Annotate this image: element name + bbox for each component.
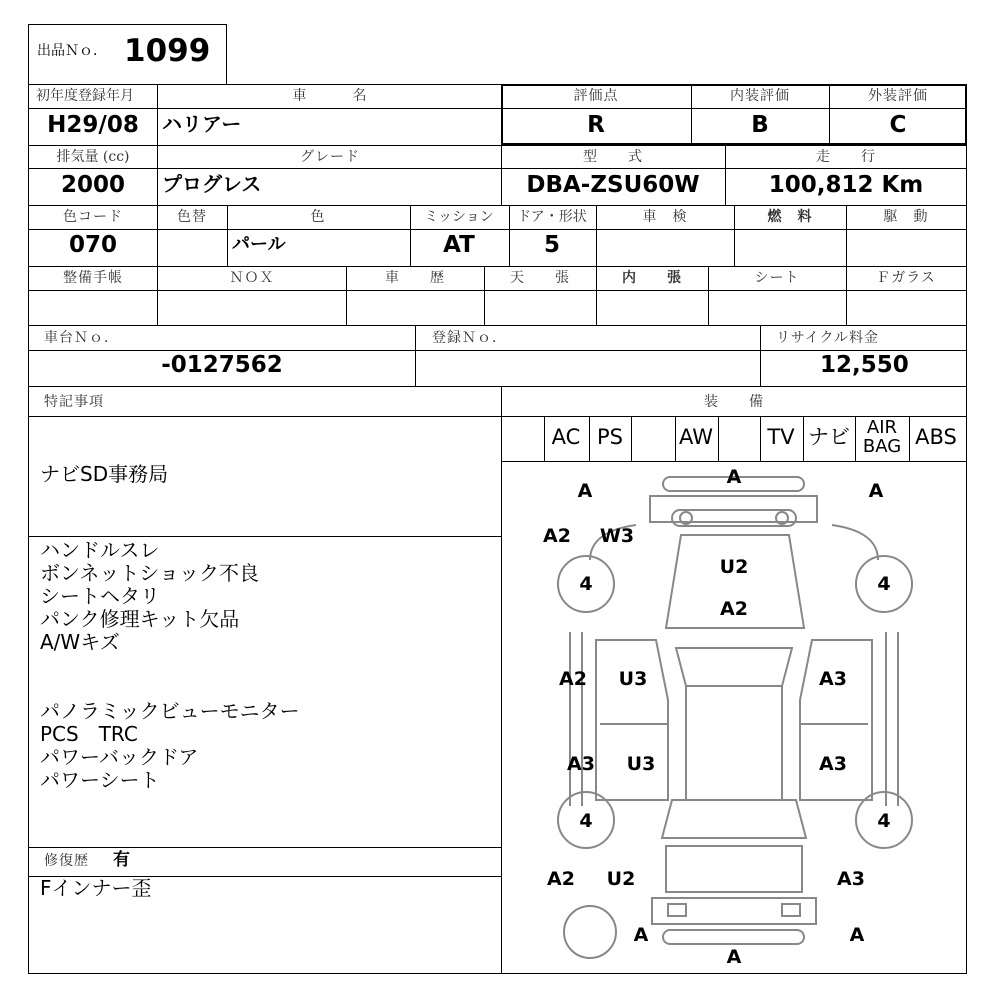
mission-label: ミッション — [424, 209, 494, 225]
equipment-airbag: AIR BAG — [862, 417, 902, 457]
nox-label: ＮＯＸ — [229, 270, 275, 286]
repair-label: 修復歴 — [44, 853, 89, 869]
seat-label: シート — [754, 270, 800, 286]
note-line: パノラミックビューモニター — [40, 699, 300, 723]
reg-year-label: 初年度登録年月 — [36, 88, 134, 104]
mark-tire-fl: 4 — [579, 573, 593, 595]
note-line: シートヘタリ — [40, 584, 160, 608]
repaint-label: 色替 — [177, 209, 207, 225]
registration-label: 登録Ｎｏ． — [432, 330, 507, 346]
repair-value: 有 — [113, 850, 130, 870]
equipment-aw: AW — [679, 425, 713, 449]
mark-door-fr-a: A3 — [819, 668, 847, 690]
sunroof-label: 天 張 — [510, 270, 570, 286]
color-code-value: 070 — [68, 232, 118, 258]
mark-front-right: A — [868, 480, 884, 502]
recycle-label: リサイクル料金 — [776, 330, 880, 346]
displacement-label: 排気量 (cc) — [56, 149, 130, 165]
mission-value: AT — [443, 232, 475, 258]
history-label: 車 歴 — [385, 270, 445, 286]
car-name-value: ハリアー — [162, 112, 242, 136]
mark-door-rl-a: A3 — [567, 753, 595, 775]
score-label: 評価点 — [573, 88, 619, 104]
mark-door-fl-a: A2 — [559, 668, 587, 690]
mark-hood-a: A2 — [720, 598, 748, 620]
chassis-label: 車台Ｎｏ． — [44, 330, 119, 346]
mark-rear-right-a: A3 — [837, 868, 865, 890]
door-label: ドア・形状 — [517, 209, 587, 225]
car-name-label: 車 名 — [292, 88, 368, 104]
model-label: 型 式 — [583, 149, 643, 165]
mark-tire-fr: 4 — [877, 573, 891, 595]
inspection-label: 車 検 — [642, 209, 688, 225]
interior-value: B — [751, 112, 769, 138]
recycle-value: 12,550 — [820, 352, 909, 378]
mark-door-fl-u: U3 — [618, 668, 648, 690]
score-value: R — [587, 112, 605, 138]
mark-door-rr-a: A3 — [819, 753, 847, 775]
interior-top-label: 内 張 — [622, 270, 682, 286]
mark-tire-rl: 4 — [579, 810, 593, 832]
note-line: パワーバックドア — [40, 745, 199, 769]
fuel-label: 燃 料 — [767, 209, 813, 225]
note-line: A/Wキズ — [40, 630, 120, 654]
equipment-tv: TV — [767, 425, 795, 449]
repair-detail: Fインナー歪 — [40, 876, 152, 900]
equipment-ac: AC — [551, 425, 581, 449]
mileage-label: 走 行 — [816, 149, 876, 165]
mark-fender-left-w: W3 — [599, 525, 635, 547]
mark-rear-left-u: U2 — [606, 868, 636, 890]
door-value: 5 — [543, 232, 561, 258]
color-value: パール — [232, 234, 286, 255]
mark-door-rl-u: U3 — [626, 753, 656, 775]
mark-rear-bottom: A — [726, 946, 742, 968]
note-line: PCS TRC — [40, 722, 138, 746]
mark-front-top: A — [726, 466, 742, 488]
exterior-value: C — [889, 112, 907, 138]
note-line: ハンドルスレ — [40, 538, 160, 562]
lot-label: 出品Ｎｏ． — [37, 43, 107, 59]
maintenance-label: 整備手帳 — [63, 270, 123, 286]
mark-rear-left-a: A2 — [547, 868, 575, 890]
color-label: 色 — [310, 209, 326, 225]
mark-fender-left-a: A2 — [543, 525, 571, 547]
model-value: DBA-ZSU60W — [526, 172, 700, 198]
notes-label: 特記事項 — [44, 394, 104, 410]
note-line: パンク修理キット欠品 — [40, 607, 240, 631]
note-line: パワーシート — [40, 768, 160, 792]
mileage-value: 100,812 Km — [768, 172, 924, 198]
mark-rear-bl: A — [633, 924, 649, 946]
mark-front-left: A — [577, 480, 593, 502]
mark-rear-br: A — [849, 924, 865, 946]
displacement-value: 2000 — [60, 172, 126, 198]
mark-hood-u: U2 — [719, 556, 749, 578]
equipment-abs: ABS — [915, 425, 957, 449]
drive-label: 駆 動 — [883, 209, 929, 225]
note-line: ボンネットショック不良 — [40, 561, 259, 585]
fglass-label: Ｆガラス — [876, 270, 936, 286]
lot-number: 1099 — [124, 33, 211, 69]
notes-top: ナビSD事務局 — [40, 462, 169, 486]
mark-tire-rr: 4 — [877, 810, 891, 832]
color-code-label: 色コード — [63, 209, 123, 225]
equipment-navi: ナビ — [808, 425, 850, 449]
interior-label: 内装評価 — [730, 88, 790, 104]
equipment-label: 装 備 — [704, 394, 764, 410]
equipment-ps: PS — [597, 425, 623, 449]
grade-value: プログレス — [162, 172, 262, 196]
chassis-value: -0127562 — [161, 352, 283, 378]
reg-year-value: H29/08 — [47, 112, 139, 138]
grade-label: グレード — [300, 149, 360, 165]
exterior-label: 外装評価 — [868, 88, 928, 104]
